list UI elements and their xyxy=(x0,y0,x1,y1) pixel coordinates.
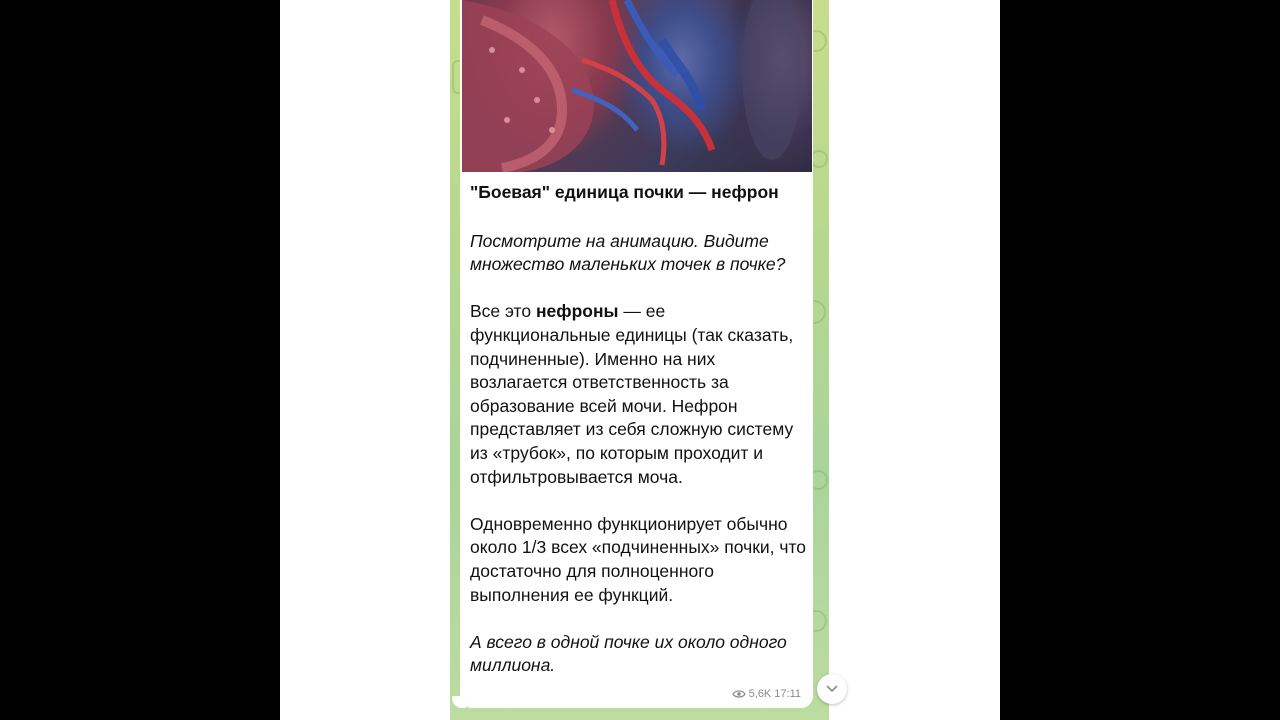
paragraph-nephrons-start: Все это xyxy=(470,301,536,322)
scroll-down-button[interactable] xyxy=(817,674,847,704)
letterbox-right xyxy=(829,0,1000,720)
paragraph-nephrons-rest: — ее функциональные единицы (так сказать, подчиненные). Именно на них возлагается ответственность за образование всей мочи. Нефрон представляет из себя сложную систему из «трубок», по которым проходит и отфильтровывается моча. xyxy=(470,301,794,487)
kidney-illustration xyxy=(462,0,812,172)
paragraph-function: Одновременно функционирует обычно около 1/3 всех «подчиненных» почки, что достаточно для полноценного выполнения ее функций. xyxy=(470,513,807,605)
closing-text: А всего в одной почке их около одного миллиона. xyxy=(470,631,787,676)
chevron-down-icon xyxy=(826,685,838,693)
post-title: "Боевая" единица почки — нефрон xyxy=(470,182,779,202)
message-time: 17:11 xyxy=(774,688,801,700)
intro-text: Посмотрите на анимацию. Видите множество маленьких точек в почке? xyxy=(470,230,786,275)
kidney-animation-image[interactable] xyxy=(462,0,812,172)
message-meta xyxy=(732,688,801,700)
letterbox-left xyxy=(280,0,450,720)
eye-icon xyxy=(732,689,746,699)
nephrons-bold: нефроны xyxy=(535,301,619,322)
message-bubble[interactable] xyxy=(460,0,813,708)
views-count: 5,6K xyxy=(748,688,772,700)
message-text xyxy=(470,178,808,678)
paragraph-nephrons xyxy=(470,300,808,489)
